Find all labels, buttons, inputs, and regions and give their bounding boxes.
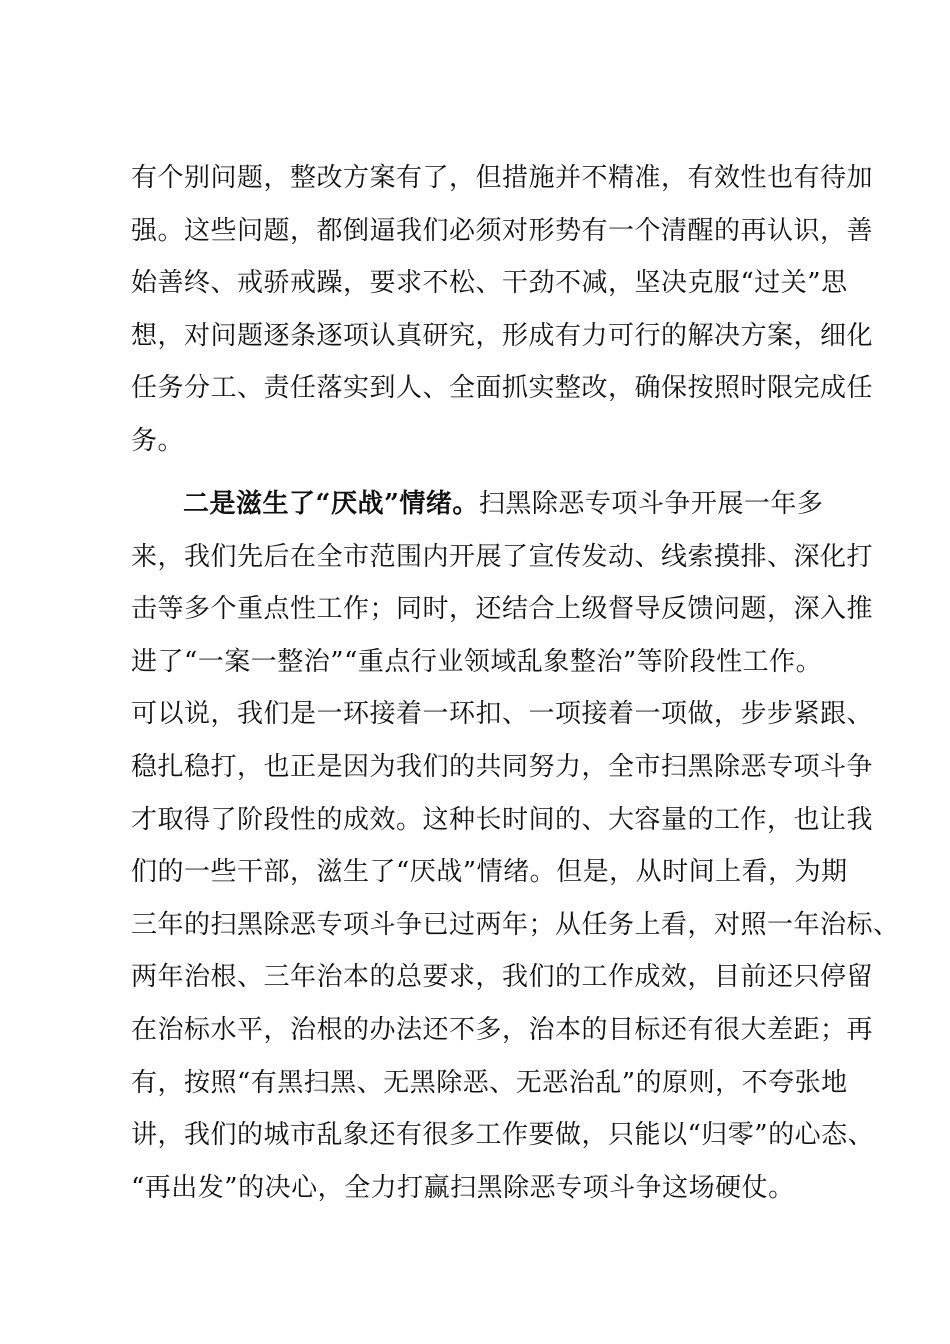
paragraph-2-first-line xyxy=(131,478,831,531)
paragraph-1-line: 强。这些问题，都倒逼我们必须对形势有一个清醒的再认识，善 xyxy=(131,215,874,246)
paragraph-1-line: 始善终、戒骄戒躁，要求不松、干劲不减，坚决克服“过关”思 xyxy=(131,268,848,299)
paragraph-2-line: “再出发”的决心，全力打赢扫黑除恶专项斗争这场硬仗。 xyxy=(131,1172,795,1203)
paragraph-2-line: 讲，我们的城市乱象还有很多工作要做，只能以“归零”的心态、 xyxy=(131,1120,875,1151)
paragraph-2-line: 在治标水平，治根的办法还不多，治本的目标还有很大差距；再 xyxy=(131,1014,874,1045)
paragraph-1-line: 任务分工、责任落实到人、全面抓实整改，确保按照时限完成任 xyxy=(131,373,874,404)
paragraph-2-line: 来，我们先后在全市范围内开展了宣传发动、线索摸排、深化打 xyxy=(131,541,874,572)
paragraph-2-line: 三年的扫黑除恶专项斗争已过两年；从任务上看，对照一年治标、 xyxy=(131,909,900,940)
paragraph-2-line: 进了“一案一整治”“重点行业领域乱象整治”等阶段性工作。 xyxy=(131,646,823,677)
paragraph-1-line: 想，对问题逐条逐项认真研究，形成有力可行的解决方案，细化 xyxy=(131,320,874,351)
paragraph-2-line: 可以说，我们是一环接着一环扣、一项接着一项做，步步紧跟、 xyxy=(131,699,874,730)
paragraph-2-line: 才取得了阶段性的成效。这种长时间的、大容量的工作，也让我 xyxy=(131,804,874,835)
paragraph-1-line: 有个别问题，整改方案有了，但措施并不精准，有效性也有待加 xyxy=(131,163,874,193)
paragraph-2-line: 们的一些干部，滋生了“厌战”情绪。但是，从时间上看，为期 xyxy=(131,857,848,888)
paragraph-2-first-line-rest: 扫黑除恶专项斗争开展一年多 xyxy=(478,489,824,519)
paragraph-2 xyxy=(131,478,900,1214)
paragraph-2-line: 有，按照“有黑扫黑、无黑除恶、无恶治乱”的原则，不夸张地 xyxy=(131,1067,848,1098)
paragraph-1 xyxy=(131,152,874,468)
paragraph-2-line: 击等多个重点性工作；同时，还结合上级督导反馈问题，深入推 xyxy=(131,594,874,625)
paragraph-2-lead: 二是滋生了“厌战”情绪。 xyxy=(183,489,479,519)
paragraph-2-line: 两年治根、三年治本的总要求，我们的工作成效，目前还只停留 xyxy=(131,962,874,993)
paragraph-1-line: 务。 xyxy=(131,425,185,456)
paragraph-2-line: 稳扎稳打，也正是因为我们的共同努力，全市扫黑除恶专项斗争 xyxy=(131,751,874,782)
